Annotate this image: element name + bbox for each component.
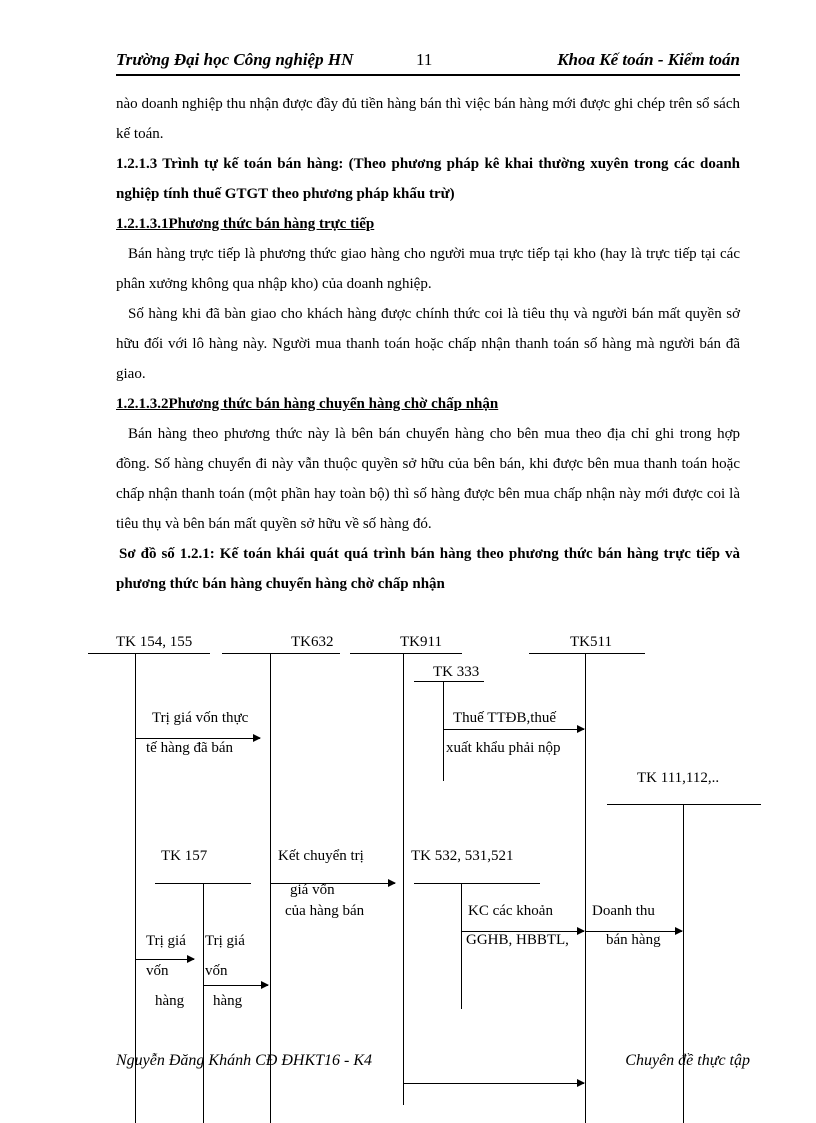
- tk157-axis: [203, 883, 204, 1123]
- page-number: 11: [416, 50, 433, 69]
- arrow-911-to-511: [404, 1083, 584, 1084]
- footer-author: Nguyễn Đăng Khánh CĐ ĐHKT16 - K4: [116, 1052, 373, 1069]
- account-tk532: TK 532, 531,521: [411, 848, 514, 864]
- tk333-line: [414, 681, 484, 682]
- page-header: [116, 48, 740, 76]
- label-deductions-1: KC các khoản: [468, 903, 553, 919]
- label-tax-2: xuất khẩu phải nộp: [446, 740, 561, 756]
- label-transfer-3: của hàng bán: [285, 903, 365, 919]
- section-heading-1-2-1-3: 1.2.1.3 Trình tự kế toán bán hàng: (Theo phương pháp kê khai thường xuyên trong các doanh nghiệp tính thuế GTGT theo phương pháp khấu trừ): [116, 156, 740, 202]
- label-revenue-1: Doanh thu: [592, 903, 655, 919]
- arrow-333-to-511: [444, 729, 584, 730]
- header-faculty: Khoa Kế toán - Kiểm toán: [557, 50, 740, 69]
- section-heading-direct-sale: 1.2.1.3.1Phương thức bán hàng trực tiếp: [116, 216, 375, 232]
- tk632-line: [222, 653, 340, 654]
- tk154-line: [88, 653, 210, 654]
- tk511-axis: [585, 653, 586, 1123]
- arrow-154-to-632: [136, 738, 260, 739]
- footer-title: Chuyên đề thực tập: [625, 1052, 750, 1069]
- label-goods-cost-b1: Trị giá: [205, 933, 245, 949]
- tk333-axis: [443, 681, 444, 781]
- tk532-axis: [461, 883, 462, 1009]
- arrow-157-to-632: [204, 985, 268, 986]
- label-tax-1: Thuế TTĐB,thuế: [453, 710, 557, 726]
- section-heading-consignment-sale: 1.2.1.3.2Phương thức bán hàng chuyển hàng chờ chấp nhận: [116, 396, 499, 412]
- diagram-caption: Sơ đồ số 1.2.1: Kế toán khái quát quá trình bán hàng theo phương thức bán hàng trực tiếp và phương thức bán hàng chuyển hàng chờ chấp nhận: [116, 546, 740, 592]
- account-tk157: TK 157: [161, 848, 208, 864]
- label-transfer-2: giá vốn: [290, 882, 335, 898]
- account-tk911: TK911: [400, 634, 442, 650]
- account-tk632: TK632: [291, 634, 334, 650]
- tk111-axis: [683, 804, 684, 1123]
- label-cost-value-2: tế hàng đã bán: [146, 740, 234, 756]
- label-transfer-1: Kết chuyển trị: [278, 848, 364, 864]
- tk911-axis: [403, 653, 404, 1105]
- label-goods-cost-b3: hàng: [213, 993, 243, 1009]
- tk511-line: [529, 653, 645, 654]
- account-tk154: TK 154, 155: [116, 634, 193, 650]
- paragraph-1: nào doanh nghiệp thu nhận được đầy đủ tiền hàng bán thì việc bán hàng mới được ghi chép trên sổ sách kế toán.: [116, 96, 740, 142]
- paragraph-3: Số hàng khi đã bàn giao cho khách hàng được chính thức coi là tiêu thụ và người bán mất quyền sở hữu đối với lô hàng này. Người mua thanh toán hoặc chấp nhận thanh toán số hàng mà người bán đã giao.: [116, 306, 740, 382]
- arrow-154-to-157: [136, 959, 194, 960]
- document-body: [116, 89, 740, 599]
- header-school: Trường Đại học Công nghiệp HN: [116, 50, 354, 69]
- label-cost-value-1: Trị giá vốn thực: [152, 710, 249, 726]
- label-goods-cost-a3: hàng: [155, 993, 185, 1009]
- label-goods-cost-b2: vốn: [205, 963, 228, 979]
- label-revenue-2: bán hàng: [606, 932, 661, 948]
- tk111-line: [607, 804, 761, 805]
- tk911-line: [350, 653, 462, 654]
- label-deductions-2: GGHB, HBBTL,: [466, 932, 569, 948]
- paragraph-4: Bán hàng theo phương thức này là bên bán chuyển hàng cho bên mua theo địa chỉ ghi trong hợp đồng. Số hàng chuyển đi này vẫn thuộc quyền sở hữu của bên bán, khi được bên mua thanh toán hoặc chấp nhận thanh toán (một phần hay toàn bộ) thì số hàng được bên mua chấp nhận này mới được coi là tiêu thụ và bên bán mất quyền sở hữu về số hàng đó.: [116, 426, 740, 532]
- account-tk333: TK 333: [433, 664, 480, 680]
- tk532-line: [414, 883, 540, 884]
- account-tk111: TK 111,112,..: [637, 770, 720, 786]
- paragraph-2: Bán hàng trực tiếp là phương thức giao hàng cho người mua trực tiếp tại kho (hay là trực tiếp tại các phân xưởng không qua nhập kho) của doanh nghiệp.: [116, 246, 740, 292]
- label-goods-cost-a1: Trị giá: [146, 933, 186, 949]
- account-tk511: TK511: [570, 634, 612, 650]
- label-goods-cost-a2: vốn: [146, 963, 169, 979]
